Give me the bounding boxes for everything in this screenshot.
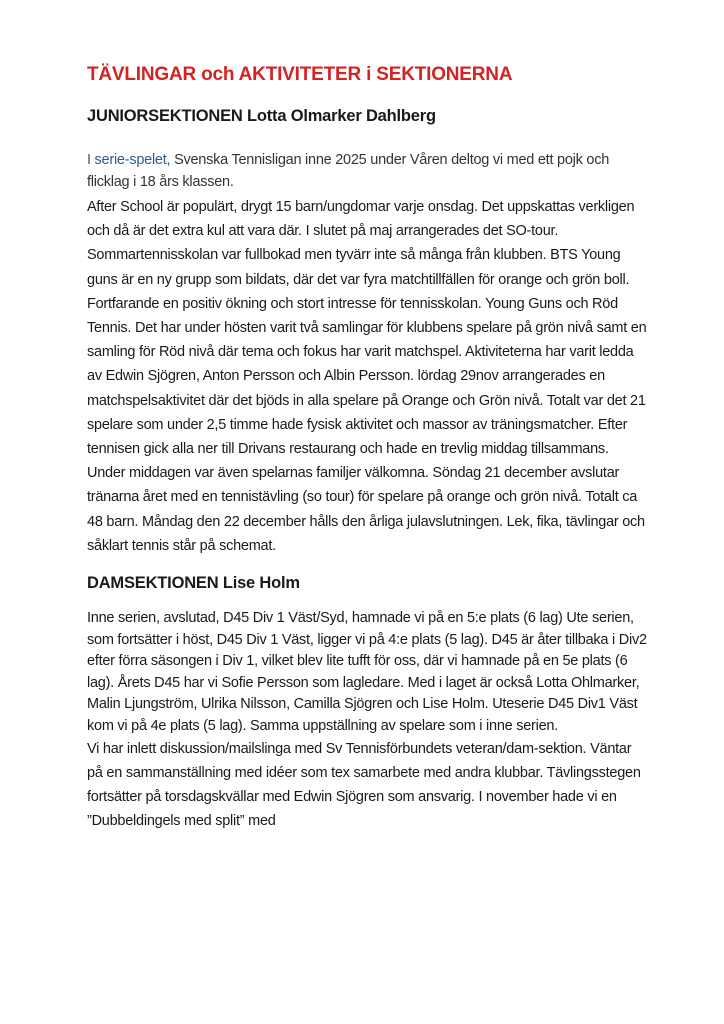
- dam-section-heading: DAMSEKTIONEN Lise Holm: [87, 574, 300, 593]
- intro-link-text: I serie-spelet,: [87, 152, 171, 168]
- intro-rest-text: Svenska Tennisligan inne 2025 under Våren deltog vi med ett pojk och flicklag i 18 års klassen.: [87, 152, 610, 190]
- page-title: TÄVLINGAR och AKTIVITETER i SEKTIONERNA: [87, 64, 513, 85]
- junior-intro-paragraph: [87, 149, 647, 193]
- junior-body-paragraph: After School är populärt, drygt 15 barn/ungdomar varje onsdag. Det uppskattas verkligen och då är det extra kul att vara där. I slutet på maj arrangerades det SO-tour. Sommartennisskolan var fullbokad men tyvärr inte så många från klubben. BTS Young guns är en ny grupp som bildats, där det var fyra matchtillfällen för orange och grön boll. Fortfarande en positiv ökning och stort intresse för tennisskolan. Young Guns och Röd Tennis. Det har under hösten varit två samlingar för klubbens spelare på grön nivå samt en samling för Röd nivå där tema och fokus har varit matchspel. Aktiviteterna har varit ledda av Edwin Sjögren, Anton Persson och Albin Persson. lördag 29nov arrangerades en matchspelsaktivitet där det bjöds in alla spelare på Orange och Grön nivå. Totalt var det 21 spelare som under 2,5 timme hade fysisk aktivitet och massor av träningsmatcher. Efter tennisen gick alla ner till Drivans restaurang och hade en trevlig middag tillsammans. Under middagen var även spelarnas familjer välkomna. Söndag 21 december avslutar tränarna året med en tennistävling (so tour) för spelare på orange och grön nivå. Totalt ca 48 barn. Måndag den 22 december hålls den årliga julavslutningen. Lek, fika, tävlingar och såklart tennis står på schemat.: [87, 199, 647, 554]
- document-page: [87, 62, 647, 833]
- dam-body-paragraph-1: Inne serien, avslutad, D45 Div 1 Väst/Syd, hamnade vi på en 5:e plats (6 lag) Ute serien, som fortsätter i höst, D45 Div 1 Väst, ligger vi på 4:e plats (5 lag). D45 är åter tillbaka i Div2 efter förra säsongen i Div 1, vilket blev lite tufft för oss, där vi hamnade på en 5e plats (6 lag). Årets D45 har vi Sofie Persson som lagledare. Med i laget är också Lotta Ohlmarker, Malin Ljungström, Ulrika Nilsson, Camilla Sjögren och Lise Holm. Uteserie D45 Div1 Väst kom vi på 4e plats (5 lag). Samma uppställning av spelare som i inne serien.: [87, 610, 647, 734]
- dam-body-paragraph-2: Vi har inlett diskussion/mailslinga med Sv Tennisförbundets veteran/dam-sektion. Väntar på en sammanställning med idéer som tex samarbete med andra klubbar. Tävlingsstegen fortsätter på torsdagskvällar med Edwin Sjögren som ansvarig. I november hade vi en ”Dubbeldingels med split” med: [87, 741, 641, 830]
- junior-section-heading: JUNIORSEKTIONEN Lotta Olmarker Dahlberg: [87, 107, 436, 125]
